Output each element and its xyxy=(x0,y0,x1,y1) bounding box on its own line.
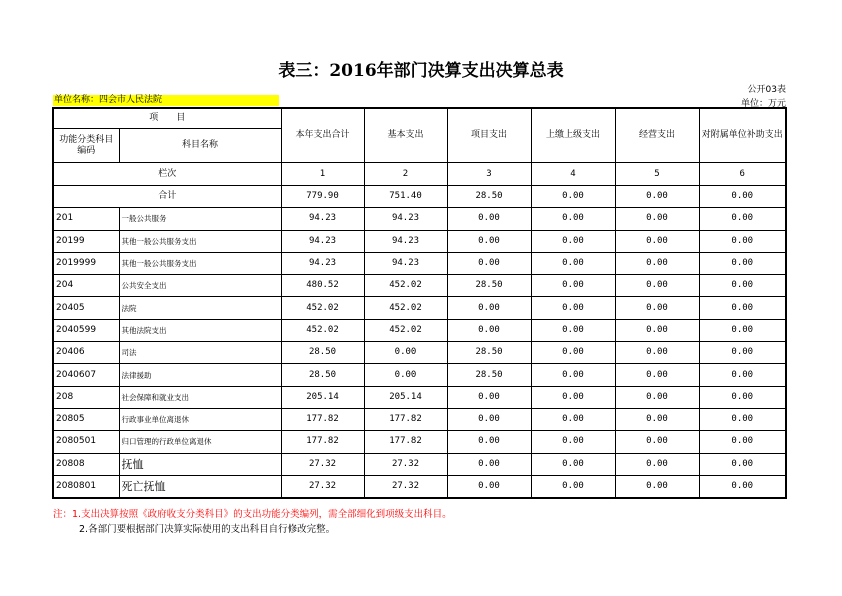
subject-code: 20808 xyxy=(53,453,119,475)
row-value: 94.23 xyxy=(364,230,447,252)
row-value: 0.00 xyxy=(699,297,786,319)
row-value: 480.52 xyxy=(281,275,364,297)
row-value: 0.00 xyxy=(531,275,615,297)
row-value: 452.02 xyxy=(364,297,447,319)
row-value: 0.00 xyxy=(615,342,699,364)
row-value: 0.00 xyxy=(531,230,615,252)
row-value: 0.00 xyxy=(531,208,615,230)
subject-name: 一般公共服务 xyxy=(119,208,281,230)
row-value: 0.00 xyxy=(531,475,615,498)
row-value: 0.00 xyxy=(447,252,531,274)
subject-name: 行政事业单位离退休 xyxy=(119,408,281,430)
col-number: 4 xyxy=(531,163,615,186)
row-value: 0.00 xyxy=(447,297,531,319)
total-value: 751.40 xyxy=(364,186,447,208)
row-value: 0.00 xyxy=(531,252,615,274)
table-row xyxy=(53,319,786,341)
row-value: 0.00 xyxy=(615,386,699,408)
row-value: 452.02 xyxy=(364,275,447,297)
row-value: 177.82 xyxy=(281,431,364,453)
row-value: 0.00 xyxy=(699,319,786,341)
table-row xyxy=(53,230,786,252)
row-value: 0.00 xyxy=(615,275,699,297)
row-value: 177.82 xyxy=(364,408,447,430)
subject-name: 社会保障和就业支出 xyxy=(119,386,281,408)
row-value: 0.00 xyxy=(531,453,615,475)
row-value: 0.00 xyxy=(615,208,699,230)
form-code: 公开03表 xyxy=(747,85,786,95)
notes xyxy=(53,507,452,537)
row-value: 0.00 xyxy=(531,319,615,341)
total-value: 0.00 xyxy=(615,186,699,208)
col-number: 6 xyxy=(699,163,786,186)
row-value: 0.00 xyxy=(699,252,786,274)
row-value: 0.00 xyxy=(699,364,786,386)
header-item: 项 目 xyxy=(53,108,281,129)
org-name: 单位名称：四会市人民法院 xyxy=(53,95,279,106)
header-subject-name: 科目名称 xyxy=(119,129,281,163)
subject-name: 抚恤 xyxy=(119,453,281,475)
row-value: 0.00 xyxy=(699,230,786,252)
row-value: 94.23 xyxy=(364,208,447,230)
note-1: 注：1.支出决算按照《政府收支分类科目》的支出功能分类编列，需全部细化到项级支出科目。 xyxy=(53,509,452,520)
table-row xyxy=(53,297,786,319)
subject-code: 20405 xyxy=(53,297,119,319)
table-row xyxy=(53,453,786,475)
total-label: 合计 xyxy=(53,186,281,208)
table-row xyxy=(53,252,786,274)
row-value: 28.50 xyxy=(447,342,531,364)
row-value: 28.50 xyxy=(447,364,531,386)
row-value: 0.00 xyxy=(447,230,531,252)
row-value: 0.00 xyxy=(699,475,786,498)
header-row-label: 栏次 xyxy=(53,163,281,186)
row-value: 0.00 xyxy=(699,342,786,364)
row-value: 0.00 xyxy=(531,386,615,408)
row-value: 0.00 xyxy=(531,408,615,430)
subject-code: 20805 xyxy=(53,408,119,430)
subject-name: 其他法院支出 xyxy=(119,319,281,341)
row-value: 177.82 xyxy=(364,431,447,453)
header-col-1: 本年支出合计 xyxy=(281,108,364,163)
row-value: 177.82 xyxy=(281,408,364,430)
subject-code: 208 xyxy=(53,386,119,408)
table-row xyxy=(53,364,786,386)
row-value: 94.23 xyxy=(281,208,364,230)
row-value: 452.02 xyxy=(281,319,364,341)
row-value: 0.00 xyxy=(447,408,531,430)
subject-name: 其他一般公共服务支出 xyxy=(119,252,281,274)
row-value: 27.32 xyxy=(281,475,364,498)
total-value: 0.00 xyxy=(531,186,615,208)
subject-code: 20406 xyxy=(53,342,119,364)
row-value: 0.00 xyxy=(531,297,615,319)
total-value: 28.50 xyxy=(447,186,531,208)
subject-name: 公共安全支出 xyxy=(119,275,281,297)
row-value: 27.32 xyxy=(364,475,447,498)
subject-code: 20199 xyxy=(53,230,119,252)
row-value: 452.02 xyxy=(364,319,447,341)
row-value: 0.00 xyxy=(615,364,699,386)
row-value: 0.00 xyxy=(615,475,699,498)
header-col-6: 对附属单位补助支出 xyxy=(699,108,786,163)
table-row xyxy=(53,408,786,430)
subject-name: 法院 xyxy=(119,297,281,319)
row-value: 0.00 xyxy=(531,431,615,453)
row-value: 0.00 xyxy=(615,230,699,252)
col-number: 3 xyxy=(447,163,531,186)
col-number: 5 xyxy=(615,163,699,186)
row-value: 94.23 xyxy=(281,230,364,252)
row-value: 27.32 xyxy=(281,453,364,475)
row-value: 0.00 xyxy=(699,208,786,230)
col-number: 1 xyxy=(281,163,364,186)
note-2: 2.各部门要根据部门决算实际使用的支出科目自行修改完整。 xyxy=(79,524,336,535)
row-value: 0.00 xyxy=(699,431,786,453)
header-col-3: 项目支出 xyxy=(447,108,531,163)
row-value: 0.00 xyxy=(531,364,615,386)
row-value: 28.50 xyxy=(447,275,531,297)
row-value: 0.00 xyxy=(699,453,786,475)
row-value: 0.00 xyxy=(447,475,531,498)
table-row xyxy=(53,208,786,230)
table-row xyxy=(53,275,786,297)
page-title: 表三：2016年部门决算支出决算总表 xyxy=(278,61,564,81)
row-value: 27.32 xyxy=(364,453,447,475)
subject-code: 2080801 xyxy=(53,475,119,498)
table-row xyxy=(53,386,786,408)
subject-name: 死亡抚恤 xyxy=(119,475,281,498)
row-value: 0.00 xyxy=(447,431,531,453)
row-value: 94.23 xyxy=(281,252,364,274)
row-value: 205.14 xyxy=(364,386,447,408)
row-value: 0.00 xyxy=(615,431,699,453)
subject-code: 2040599 xyxy=(53,319,119,341)
col-number: 2 xyxy=(364,163,447,186)
unit-label: 单位：万元 xyxy=(740,99,786,109)
row-value: 0.00 xyxy=(364,364,447,386)
row-value: 28.50 xyxy=(281,364,364,386)
table-row xyxy=(53,431,786,453)
row-value: 0.00 xyxy=(364,342,447,364)
row-value: 0.00 xyxy=(699,386,786,408)
header-col-5: 经营支出 xyxy=(615,108,699,163)
subject-code: 2040607 xyxy=(53,364,119,386)
row-value: 94.23 xyxy=(364,252,447,274)
subject-name: 司法 xyxy=(119,342,281,364)
header-col-4: 上缴上级支出 xyxy=(531,108,615,163)
row-value: 28.50 xyxy=(281,342,364,364)
table-row xyxy=(53,342,786,364)
header-func-code: 功能分类科目编码 xyxy=(53,129,119,163)
subject-code: 201 xyxy=(53,208,119,230)
expenditure-table xyxy=(52,107,787,499)
row-value: 452.02 xyxy=(281,297,364,319)
row-value: 0.00 xyxy=(615,453,699,475)
header-col-2: 基本支出 xyxy=(364,108,447,163)
table-row xyxy=(53,475,786,498)
row-value: 0.00 xyxy=(699,408,786,430)
subject-code: 2080501 xyxy=(53,431,119,453)
subject-name: 其他一般公共服务支出 xyxy=(119,230,281,252)
row-value: 205.14 xyxy=(281,386,364,408)
row-value: 0.00 xyxy=(447,208,531,230)
row-value: 0.00 xyxy=(615,297,699,319)
row-value: 0.00 xyxy=(447,319,531,341)
row-value: 0.00 xyxy=(615,408,699,430)
total-value: 779.90 xyxy=(281,186,364,208)
row-value: 0.00 xyxy=(615,252,699,274)
total-value: 0.00 xyxy=(699,186,786,208)
subject-name: 归口管理的行政单位离退休 xyxy=(119,431,281,453)
row-value: 0.00 xyxy=(615,319,699,341)
row-value: 0.00 xyxy=(531,342,615,364)
subject-name: 法律援助 xyxy=(119,364,281,386)
subject-code: 204 xyxy=(53,275,119,297)
row-value: 0.00 xyxy=(447,386,531,408)
subject-code: 2019999 xyxy=(53,252,119,274)
row-value: 0.00 xyxy=(699,275,786,297)
row-value: 0.00 xyxy=(447,453,531,475)
